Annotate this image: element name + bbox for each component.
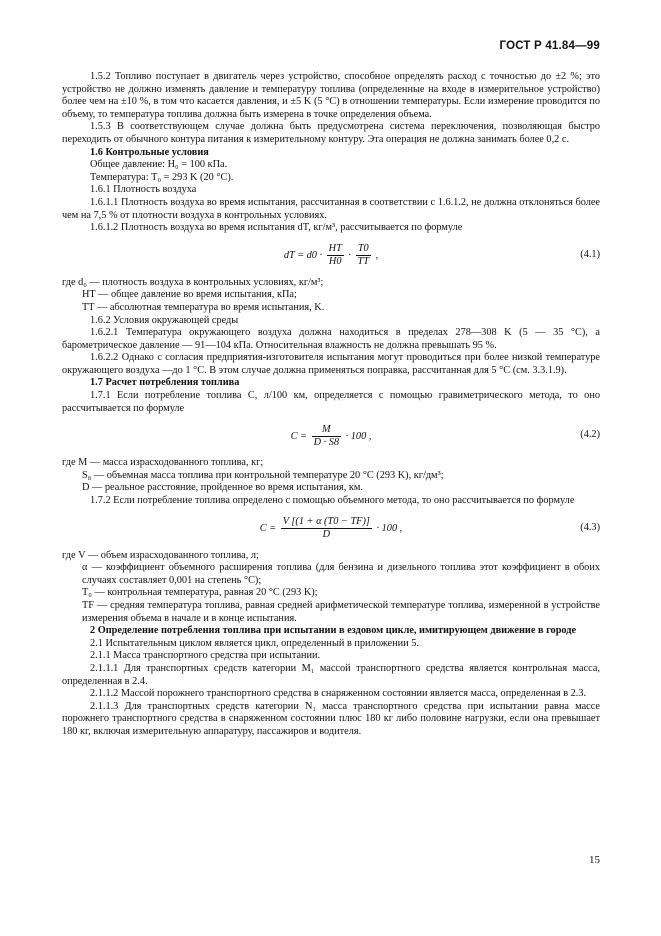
para-1-5-3: 1.5.3 В соответствующем случае должна быть предусмотрена система переключения, позволяющая быстро переходить от обычного контура питания к измерительному контуру. Эта операция не должна занимать более 0,2 с. <box>62 121 600 145</box>
para-2-1-1-2: 2.1.1.2 Массой порожнего транспортного средства в снаряженном состоянии является масса, определенная в 2.3. <box>90 688 587 700</box>
fraction: $\frac{HT}{H0}$ <box>328 243 342 268</box>
page-number: 15 <box>589 854 600 866</box>
document-body <box>62 71 600 739</box>
formula-number: (4.3) <box>580 521 600 533</box>
heading-1-7: 1.7 Расчет потребления топлива <box>90 377 240 389</box>
ref-pressure: Общее давление: H₀ = 100 кПа. <box>90 159 228 171</box>
formula-number: (4.2) <box>580 429 600 441</box>
where-line: TT — абсолютная температура во время испытания, K. <box>82 301 325 313</box>
para-2-1-1: 2.1.1 Масса транспортного средства при испытании. <box>90 650 321 662</box>
formula-lhs: dT = d0 · <box>283 250 323 262</box>
where-line: T₀ — контрольная температура, равная 20 °C (293 K); <box>82 587 318 599</box>
where-line: S₈ — объемная масса топлива при контрольной температуре 20 °C (293 K), кг/дм³; <box>82 469 444 481</box>
formula-4-1: dT = d0 · $\frac{HT}{H0}$ · $\frac{T0}{TT}$ , (4.1) <box>283 243 600 268</box>
para-1-6-1-1: 1.6.1.1 Плотность воздуха во время испытания, рассчитанная в соответствии с 1.6.1.2, не должна отклоняться более чем на 7,5 % от плотности воздуха в контрольных условиях. <box>62 196 600 221</box>
where-line: где M — масса израсходованного топлива, кг; <box>62 457 264 469</box>
para-2-1-1-1: 2.1.1.1 Для транспортных средств категории M₁ массой транспортного средства является контрольная масса, определенная в 2.4. <box>62 662 600 687</box>
standard-header: ГОСТ Р 41.84—99 <box>499 40 600 52</box>
para-1-5-2: 1.5.2 Топливо поступает в двигатель через устройство, способное определять расход с точностью до ±2 %; это устройство не должно изменять давление и температуру топлива (определенные на входе в измерительное устройство) более чем на ±10 %, в том что касается давления, и ±5 K (5 °C) в отношении температуры. Если измерение проводится по объему, то температура топлива должна быть измерена в точке определения объема. <box>62 71 600 120</box>
fraction: $\frac{V [(1 + \alpha (T0 - TF)]}{D}$ <box>282 516 370 541</box>
para-1-6-1-2: 1.6.1.2 Плотность воздуха во время испытания dT, кг/м³, рассчитывается по формуле <box>90 222 463 234</box>
heading-2: 2 Определение потребления топлива при испытании в ездовом цикле, имитирующем движение в городе <box>90 625 577 637</box>
fraction: $\frac{T0}{TT}$ <box>357 243 370 268</box>
document-page <box>62 0 600 936</box>
where-line: где V — объем израсходованного топлива, л; <box>62 549 259 561</box>
para-2-1: 2.1 Испытательным циклом является цикл, определенный в приложении 5. <box>90 637 419 649</box>
para-1-7-2: 1.7.2 Если потребление топлива определено с помощью объемного метода, то оно рассчитывается по формуле <box>90 495 575 507</box>
where-line: где d₀ — плотность воздуха в контрольных условиях, кг/м³; <box>62 276 324 288</box>
para-1-6-2: 1.6.2 Условия окружающей среды <box>90 314 239 326</box>
ref-temperature: Температура: T₀ = 293 K (20 °C). <box>90 171 234 183</box>
where-line: HT — общее давление во время испытания, кПа; <box>82 289 297 301</box>
para-1-6-2-2: 1.6.2.2 Однако с согласия предприятия-изготовителя испытания могут проводиться при более низкой температуре окружающего воздуха —до 1 °C. В этом случае должна применяться поправка, рассчитанная для 5 °C (см. 3.3.1.9). <box>62 352 600 376</box>
para-2-1-1-3: 2.1.1.3 Для транспортных средств категории N₁ масса транспортного средства при испытании равна массе порожнего транспортного средства в снаряженном состоянии плюс 180 кг либо половине нагрузки, если она превышает 180 кг, включая измерительную аппаратуру, пассажиров и водителя. <box>62 700 600 737</box>
where-line: TF — средняя температура топлива, равная средней арифметической температуре топлива, измеренной в устройстве измерения объема в начале и в конце испытания. <box>82 600 600 624</box>
heading-1-6: 1.6 Контрольные условия <box>90 146 209 158</box>
para-1-7-1: 1.7.1 Если потребление топлива C, л/100 км, определяется с помощью гравиметрического метода, то оно рассчитывается по формуле <box>62 390 600 414</box>
where-line: D — реальное расстояние, пройденное во время испытания, км. <box>82 482 363 494</box>
where-line: α — коэффициент объемного расширения топлива (для бензина и дизельного топлива этот коэффициент в обоих случаях составляет 0,001 на степень °C); <box>82 562 600 586</box>
para-1-6-1: 1.6.1 Плотность воздуха <box>90 184 197 196</box>
formula-number: (4.1) <box>580 248 600 260</box>
fraction: $\frac{M}{D \cdot S8}$ <box>313 423 340 448</box>
formula-4-2: C = $\frac{M}{D \cdot S8}$ · 100 , (4.2) <box>290 423 600 448</box>
para-1-6-2-1: 1.6.2.1 Температура окружающего воздуха должна находиться в пределах 278—308 K (5 — 35 °C), а барометрическое давление — 91—104 кПа. Относительная влажность не должна превышать 95 %. <box>62 327 600 351</box>
formula-4-3: C = $\frac{V [(1 + \alpha (T0 - TF)]}{D}$ · 100 , (4.3) <box>259 516 600 541</box>
